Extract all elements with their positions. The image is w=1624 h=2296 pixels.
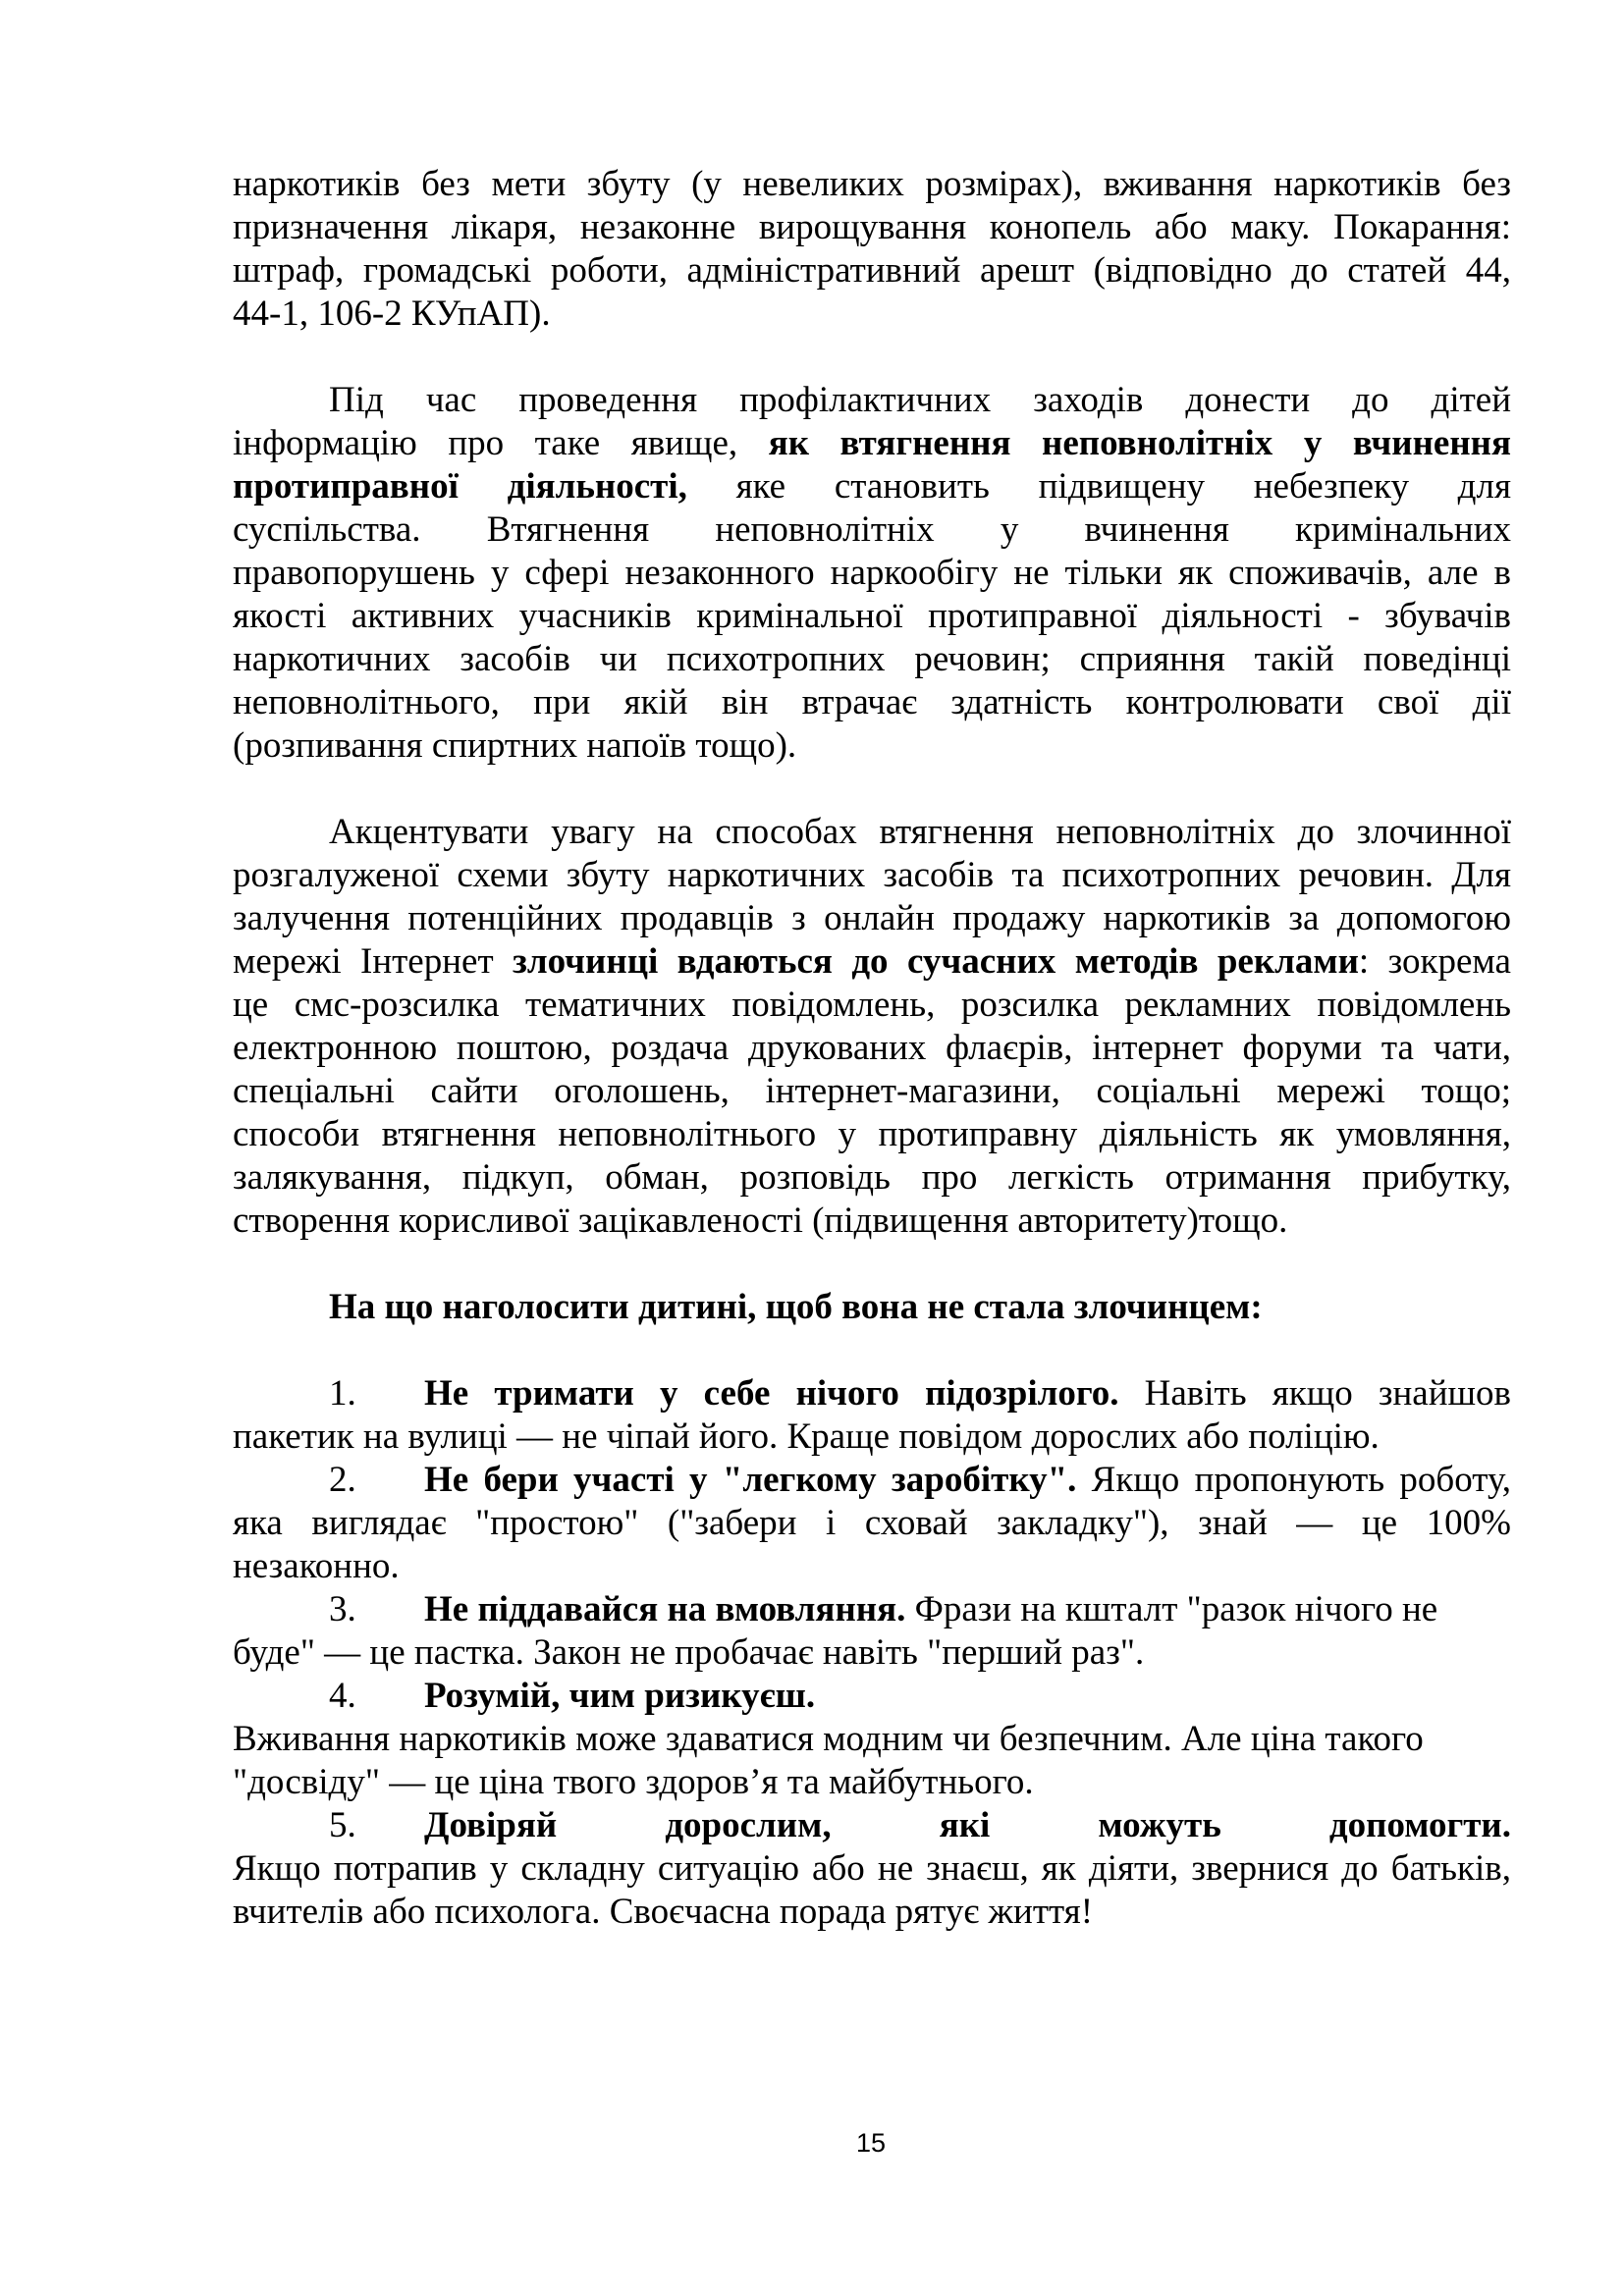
text-line: [233, 854, 1511, 897]
text-line: [233, 1459, 1511, 1502]
text-line: [233, 1372, 1511, 1415]
text-line: [233, 249, 1511, 293]
paragraph-penalties: [233, 163, 1511, 336]
text-line: [233, 940, 1511, 984]
text-line: [233, 1847, 1511, 1891]
bold-text: Не піддавайся на вмовляння.: [424, 1589, 906, 1629]
text-run: інформацію про таке явище,: [233, 423, 769, 463]
text-line: [233, 1804, 1511, 1847]
text-line: [233, 552, 1511, 595]
bold-text: як втягнення неповнолітніх у вчинення: [768, 423, 1511, 463]
bold-text: протиправної діяльності,: [233, 466, 687, 507]
list-number: 4.: [329, 1676, 356, 1716]
text-run: яке становить підвищену небезпеку для: [686, 466, 1511, 507]
text-run: штраф, громадські роботи, адміністративний арешт (відповідно до статей 44,: [233, 250, 1511, 291]
text-line: [233, 1631, 1511, 1675]
list-number: 3.: [329, 1589, 356, 1629]
text-run: Якщо потрапив у складну ситуацію або не знаєш, як діяти, звернися до батьків,: [233, 1848, 1511, 1889]
bold-text: Довіряй дорослим, які можуть допомогти.: [424, 1805, 1511, 1845]
bold-text: Не бери участі у "легкому заробітку".: [424, 1460, 1077, 1500]
text-line: [233, 465, 1511, 508]
text-line: [233, 1718, 1511, 1761]
text-run: суспільства. Втягнення неповнолітніх у вчинення кримінальних: [233, 509, 1511, 550]
text-line: [233, 206, 1511, 249]
text-line: [233, 1761, 1511, 1804]
text-run: буде" — це пастка. Закон не пробачає навіть "перший раз".: [233, 1632, 1145, 1673]
text-run: створення корисливої зацікавленості (підвищення авторитету)тощо.: [233, 1201, 1288, 1241]
paragraph-involvement-of-minors: [233, 379, 1511, 768]
text-line: [233, 984, 1511, 1027]
text-run: залякування, підкуп, обман, розповідь про легкість отримання прибутку,: [233, 1157, 1511, 1198]
text-run: Якщо пропонують роботу,: [1076, 1460, 1511, 1500]
text-line: [233, 1675, 1511, 1718]
page-number: 15: [855, 2128, 887, 2158]
text-run: "досвіду" — це ціна твого здоров’я та майбутнього.: [233, 1762, 1034, 1802]
list-item-4: [233, 1675, 1511, 1804]
text-line: [233, 1027, 1511, 1070]
text-line: [233, 1070, 1511, 1113]
text-run: залучення потенційних продавців з онлайн продажу наркотиків за допомогою: [233, 898, 1511, 938]
text-run: Фрази на кшталт "разок нічого не: [905, 1589, 1438, 1629]
text-run: вчителів або психолога. Своєчасна порада рятує життя!: [233, 1892, 1094, 1932]
paragraph-recruitment-methods: [233, 811, 1511, 1243]
bold-text: Не тримати у себе нічого підозрілого.: [424, 1373, 1119, 1414]
text-run: наркотиків без мети збуту (у невеликих розмірах), вживання наркотиків без: [233, 164, 1511, 204]
text-run: Навіть якщо знайшов: [1118, 1373, 1511, 1414]
list-item-2: [233, 1459, 1511, 1588]
text-line: [233, 638, 1511, 681]
blank-line: [233, 1329, 1511, 1372]
section-heading: [233, 1286, 1511, 1329]
list-item-1: [233, 1372, 1511, 1459]
text-line: [233, 681, 1511, 724]
text-run: це смс-розсилка тематичних повідомлень, розсилка рекламних повідомлень: [233, 985, 1511, 1025]
blank-line: [233, 336, 1511, 379]
text-run: яка виглядає "простою" ("забери і сховай закладку"), знай — це 100%: [233, 1503, 1511, 1543]
text-line: [233, 422, 1511, 465]
text-line: [233, 163, 1511, 206]
text-line: [233, 1113, 1511, 1156]
text-run: якості активних учасників кримінальної протиправної діяльності - збувачів: [233, 596, 1511, 636]
text-line: [233, 1891, 1511, 1934]
text-line: [233, 724, 1511, 768]
list-item-3: [233, 1588, 1511, 1675]
bold-text: злочинці вдаються до сучасних методів реклами: [513, 941, 1359, 982]
document-body: [233, 163, 1511, 1934]
blank-line: [233, 768, 1511, 811]
text-run: електронною поштою, роздача друкованих флаєрів, інтернет форуми та чати,: [233, 1028, 1511, 1068]
text-line: [233, 379, 1511, 422]
text-line: [233, 293, 1511, 336]
text-run: розгалуженої схеми збуту наркотичних засобів та психотропних речовин. Для: [233, 855, 1511, 895]
text-run: Під час проведення профілактичних заходів донести до дітей: [329, 380, 1511, 420]
text-run: правопорушень у сфері незаконного наркообігу не тільки як споживачів, але в: [233, 553, 1511, 593]
text-line: [233, 1156, 1511, 1200]
text-line: [233, 508, 1511, 552]
list-number: 2.: [329, 1460, 356, 1500]
text-run: Вживання наркотиків може здаватися модним чи безпечним. Але ціна такого: [233, 1719, 1424, 1759]
text-run: незаконно.: [233, 1546, 400, 1586]
blank-line: [233, 1243, 1511, 1286]
text-line: [233, 1545, 1511, 1588]
text-run: способи втягнення неповнолітнього у протиправну діяльність як умовляння,: [233, 1114, 1511, 1154]
text-run: 44-1, 106-2 КУпАП).: [233, 294, 551, 334]
text-run: наркотичних засобів чи психотропних речовин; сприяння такій поведінці: [233, 639, 1511, 679]
list-number: 5.: [329, 1805, 356, 1845]
text-run: спеціальні сайти оголошень, інтернет-магазини, соціальні мережі тощо;: [233, 1071, 1511, 1111]
text-line: [233, 1200, 1511, 1243]
text-run: Акцентувати увагу на способах втягнення неповнолітніх до злочинної: [329, 812, 1511, 852]
text-run: : зокрема: [1358, 941, 1511, 982]
text-run: (розпивання спиртних напоїв тощо).: [233, 725, 797, 766]
list-item-5: [233, 1804, 1511, 1934]
bold-text: На що наголосити дитині, щоб вона не стала злочинцем:: [329, 1287, 1263, 1327]
text-run: неповнолітнього, при якій він втрачає здатність контролювати свої дії: [233, 682, 1511, 722]
text-line: [233, 1415, 1511, 1459]
text-run: пакетик на вулиці — не чіпай його. Краще повідом дорослих або поліцію.: [233, 1416, 1380, 1457]
text-line: [233, 897, 1511, 940]
text-line: [233, 1502, 1511, 1545]
text-run: призначення лікаря, незаконне вирощування конопель або маку. Покарання:: [233, 207, 1511, 247]
text-line: [233, 1588, 1511, 1631]
text-line: [233, 595, 1511, 638]
text-run: мережі Інтернет: [233, 941, 514, 982]
bold-text: Розумій, чим ризикуєш.: [424, 1676, 816, 1716]
text-line: [233, 811, 1511, 854]
list-number: 1.: [329, 1373, 356, 1414]
text-line: [233, 1286, 1511, 1329]
